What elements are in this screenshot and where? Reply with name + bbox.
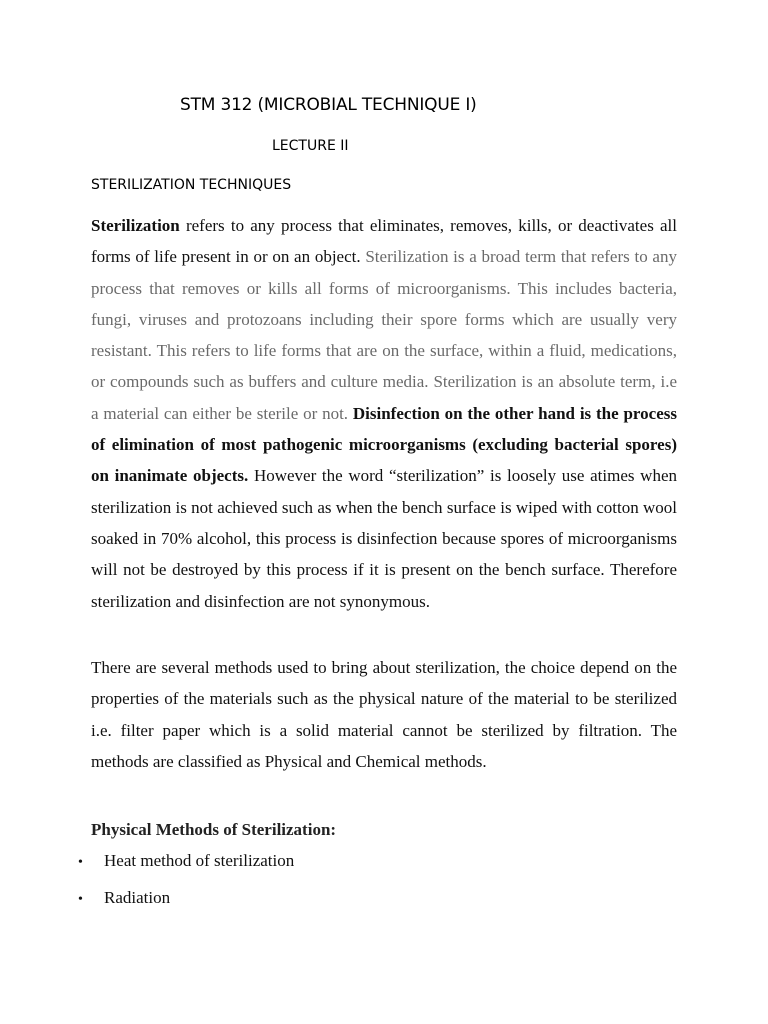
section-heading: STERILIZATION TECHNIQUES <box>91 177 292 193</box>
list-item-label: Radiation <box>104 888 171 907</box>
list-item <box>78 851 294 871</box>
paragraph-methods: There are several methods used to bring about sterilization, the choice depend on the properties of the materials such as the physical nature of the material to be sterilized i.e. filter paper which is a solid material cannot be sterilized by filtration. The methods are classified as Physical and Chemical methods. <box>91 658 677 771</box>
bullet-icon: • <box>78 855 83 870</box>
definition-text: refers to any process that eliminates, removes, kills, or deactivates all forms of life present in or on an object. <box>91 216 677 267</box>
disinfection-definition: Disinfection on the other hand is the process of elimination of most pathogenic microorganisms (excluding bacterial spores) on inanimate objects. <box>91 403 677 486</box>
paragraph-sterilization-definition <box>91 210 677 617</box>
course-title: STM 312 (MICROBIAL TECHNIQUE I) <box>180 95 477 115</box>
physical-methods-heading: Physical Methods of Sterilization: <box>91 820 337 839</box>
lecture-label: LECTURE II <box>272 138 349 154</box>
list-item-label: Heat method of sterilization <box>104 851 295 870</box>
closing-text: However the word “sterilization” is loosely use atimes when sterilization is not achieved such as when the bench surface is wiped with cotton wool soaked in 70% alcohol, this process is disinfection because spores of microorganisms will not be destroyed by this process if it is present on the bench surface. Therefore sterilization and disinfection are not synonymous. <box>91 466 677 611</box>
term-sterilization: Sterilization <box>91 216 180 235</box>
list-item <box>78 888 170 908</box>
grey-explanation-text: Sterilization is a broad term that refers to any process that removes or kills all forms of microorganisms. This includes bacteria, fungi, viruses and protozoans including their spore forms which are usually very resistant. This refers to life forms that are on the surface, within a fluid, medications, or compounds such as buffers and culture media. Sterilization is an absolute term, i.e a material can either be sterile or not. <box>91 247 677 423</box>
bullet-icon: • <box>78 892 83 907</box>
